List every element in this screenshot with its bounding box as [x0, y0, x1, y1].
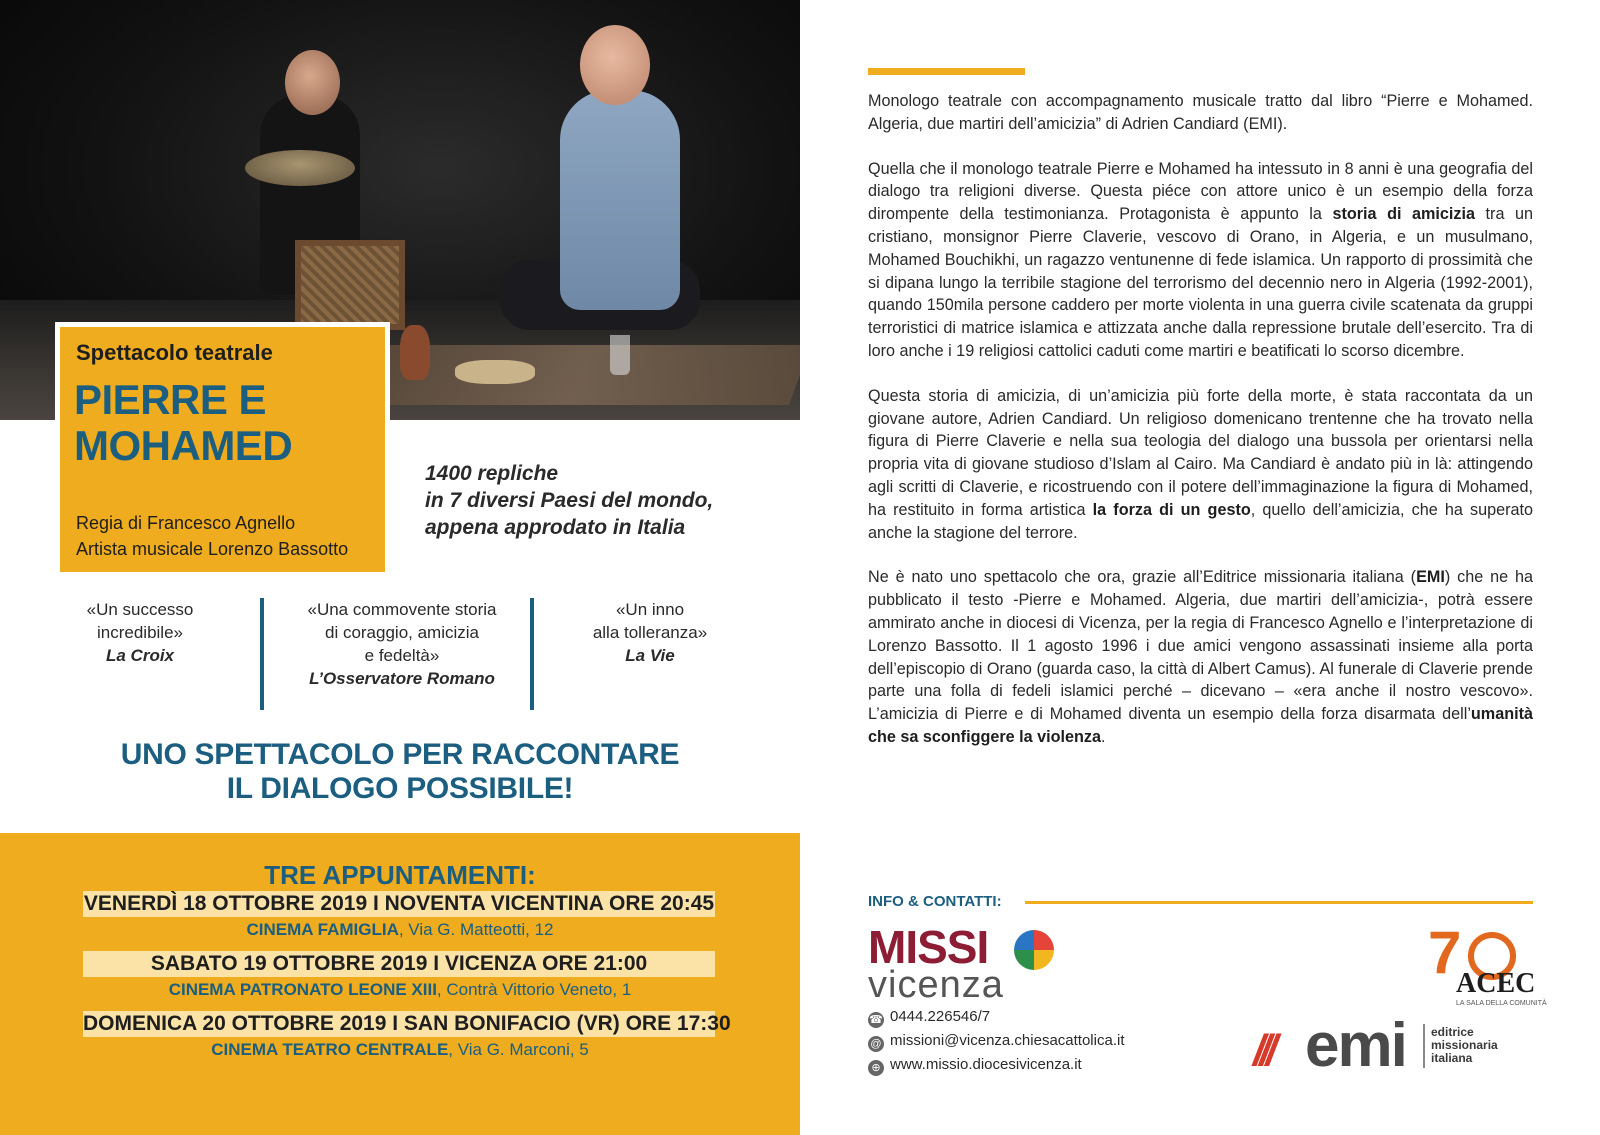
text-run: ) che ne ha pubblicato il testo -Pierre e Mohamed. Algeria, due martiri dell’amicizia-, potrà essere ammirato anche in diocesi di Vicenza, per la regia di Francesco Agnello e l’interpretazione di Lorenzo Bassotto. Il 1 agosto 1996 i due amici vengono assassinati insieme alla porta dell’episcopio di Orano (guarda caso, la città di Albert Camus). Al funerale di Claverie prende parte una folla di fedeli islamici perché – dicevano – «era anche il nostro vescovo». L’amicizia di Pierre e di Mohamed diventa un esempio della forza disarmata dell’ — [868, 568, 1533, 724]
appointment-date: VENERDÌ 18 OTTOBRE 2019 I NOVENTA VICENTINA ORE 20:45 — [83, 892, 715, 915]
quote-divider — [530, 598, 534, 710]
globe-logo-icon — [1014, 930, 1054, 970]
event-credits — [76, 510, 348, 562]
info-divider — [1025, 901, 1533, 904]
acec-logo — [1428, 919, 1547, 1008]
quote-osservatore — [282, 598, 522, 690]
body-text — [868, 90, 1533, 771]
quote-text: e fedeltà» — [364, 646, 440, 665]
contact-website[interactable] — [868, 1056, 1082, 1076]
paragraph — [868, 385, 1533, 545]
text-run: tra un cristiano, monsignor Pierre Claverie, vescovo di Orano, in Algeria, e un musulmano, Mohamed Bouchikhi, un ragazzo ventunenne di fede islamica. Un rapporto di prossimità che si dipana lungo la terribile stagione del terrorismo del decennio nero in Algeria (1992-2001), quando 150mila persone caddero per morte violenta in una guerra civile scatenata da gruppi terroristici di matrice islamica e attizzata anche dalla repressione brutale dell’esercito. Tra di loro anche i 19 religiosi cattolici caduti come martiri e beatificati lo scorso dicembre. — [868, 205, 1533, 360]
quote-text: di coraggio, amicizia — [324, 623, 479, 642]
replicas-line: appena approdato in Italia — [425, 516, 686, 539]
logo-text: MISSI — [868, 921, 989, 973]
globe-icon: ⊕ — [868, 1060, 884, 1076]
quote-text: «Una commovente storia — [307, 600, 497, 619]
straw-chair — [295, 240, 405, 330]
musician-head — [285, 50, 340, 115]
accent-line — [868, 68, 1025, 75]
appointment-venue — [0, 1040, 800, 1060]
phone-number: 0444.226546/7 — [890, 1008, 991, 1025]
bold-run: storia di amicizia — [1332, 205, 1475, 224]
appointment-venue — [0, 920, 800, 940]
logo-subtext: LA SALA DELLA COMUNITÀ — [1456, 1000, 1547, 1007]
logo-text: vicenza — [868, 964, 1004, 1006]
website-url[interactable]: www.missio.diocesivicenza.it — [890, 1056, 1082, 1073]
logo-subtext: editrice missionaria italiana — [1431, 1025, 1498, 1065]
logo-text: emi — [1305, 1011, 1406, 1080]
replicas-line: 1400 repliche — [425, 462, 559, 485]
paragraph — [868, 158, 1533, 363]
emi-logo — [1253, 1012, 1543, 1082]
missio-vicenza-logo — [868, 920, 1068, 1006]
clay-jug — [400, 325, 430, 380]
event-title: PIERRE E MOHAMED — [74, 376, 293, 469]
bread — [455, 360, 535, 384]
logo-text: ACEC — [1456, 968, 1536, 999]
quote-text: alla tolleranza» — [592, 623, 708, 642]
director-credit: Regia di Francesco Agnello — [76, 513, 296, 533]
quote-source: L’Osservatore Romano — [309, 669, 495, 688]
logo-divider — [1423, 1024, 1425, 1068]
text-run: Ne è nato uno spettacolo che ora, grazie all’Editrice missionaria italiana ( — [868, 568, 1417, 587]
text-run: , quello dell’amicizia, che ha superato anche la stagione del terrore. — [868, 500, 1534, 542]
replicas-text — [425, 460, 785, 541]
bold-run: umanità che sa sconfiggere la violenza — [868, 705, 1533, 746]
contact-phone — [868, 1008, 990, 1028]
logo-mark: /// — [1253, 1026, 1272, 1075]
email-address[interactable]: missioni@vicenza.chiesacattolica.it — [890, 1032, 1125, 1049]
quote-la-vie — [565, 598, 735, 667]
press-quotes — [60, 598, 740, 708]
paragraph: Monologo teatrale con accompagnamento musicale tratto dal libro “Pierre e Mohamed. Algeria, due martiri dell’amicizia” di Adrien Candiard (EMI). — [868, 92, 1533, 133]
venue-address: , Contrà Vittorio Veneto, 1 — [436, 980, 632, 999]
text-run: Quella che il monologo teatrale Pierre e Mohamed ha intessuto in 8 anni è una geografia del dialogo tra religioni diverse. Questa piéce con attore unico è un esempio della forza dirompente della testimonianza. Protagonista è appunto la — [868, 159, 1533, 224]
slogan — [0, 738, 800, 806]
quote-text: «Un successo — [86, 600, 194, 619]
paragraph — [868, 566, 1533, 748]
venue-name: CINEMA TEATRO CENTRALE — [211, 1040, 449, 1059]
handpan-drum — [245, 150, 355, 186]
contact-email[interactable] — [868, 1032, 1125, 1052]
venue-address: , Via G. Matteotti, 12 — [398, 920, 554, 939]
actor-head — [580, 25, 650, 105]
replicas-line: in 7 diversi Paesi del mondo, — [425, 489, 714, 512]
quote-divider — [260, 598, 264, 710]
quote-text: «Un inno — [615, 600, 685, 619]
text-run: . — [1101, 727, 1106, 746]
event-subtitle: Spettacolo teatrale — [76, 340, 273, 365]
venue-name: CINEMA FAMIGLIA — [246, 920, 399, 939]
info-label: INFO & CONTATTI: — [868, 893, 1002, 910]
quote-source: La Vie — [625, 646, 675, 665]
appointments-title: TRE APPUNTAMENTI: — [264, 860, 536, 890]
text-run: Questa storia di amicizia, di un’amicizia più forte della morte, è stata raccontata da un giovane autore, Adrien Candiard. Un religioso domenicano trentenne che ha trovato nella figura di Pierre Claverie e nella sua teologia del dialogo una bussola per orientarsi nella propria vita di giovane studioso d’Islam al Cairo. Ma Candiard è andato più in là: attingendo agli scritti di Claverie, e ricostruendo con il potere dell’immaginazione la figura di Mohamed, ha restituito in forma artistica — [868, 386, 1533, 519]
bold-run: EMI — [1416, 568, 1445, 587]
slogan-line: IL DIALOGO POSSIBILE! — [226, 772, 574, 805]
venue-name: CINEMA PATRONATO LEONE XIII — [168, 980, 437, 999]
quote-la-croix — [60, 598, 220, 667]
slogan-line: UNO SPETTACOLO PER RACCONTARE — [120, 738, 680, 771]
phone-icon: ☎ — [869, 1014, 883, 1026]
email-icon: @ — [868, 1036, 884, 1052]
quote-source: La Croix — [105, 646, 175, 665]
actor-figure — [560, 90, 680, 310]
right-panel — [800, 0, 1600, 1135]
appointment-venue — [0, 980, 800, 1000]
appointment-date: DOMENICA 20 OTTOBRE 2019 I SAN BONIFACIO (VR) ORE 17:30 — [83, 1012, 731, 1035]
venue-address: , Via G. Marconi, 5 — [448, 1040, 589, 1059]
musician-credit: Artista musicale Lorenzo Bassotto — [76, 539, 349, 559]
appointment-date: SABATO 19 OTTOBRE 2019 I VICENZA ORE 21:00 — [83, 951, 715, 977]
appointments-panel — [0, 833, 800, 1135]
title-box — [55, 322, 390, 577]
quote-text: incredibile» — [97, 623, 183, 642]
glass — [610, 335, 630, 375]
logo-text: 7 — [1428, 919, 1462, 986]
bold-run: la forza di un gesto — [1092, 500, 1251, 519]
